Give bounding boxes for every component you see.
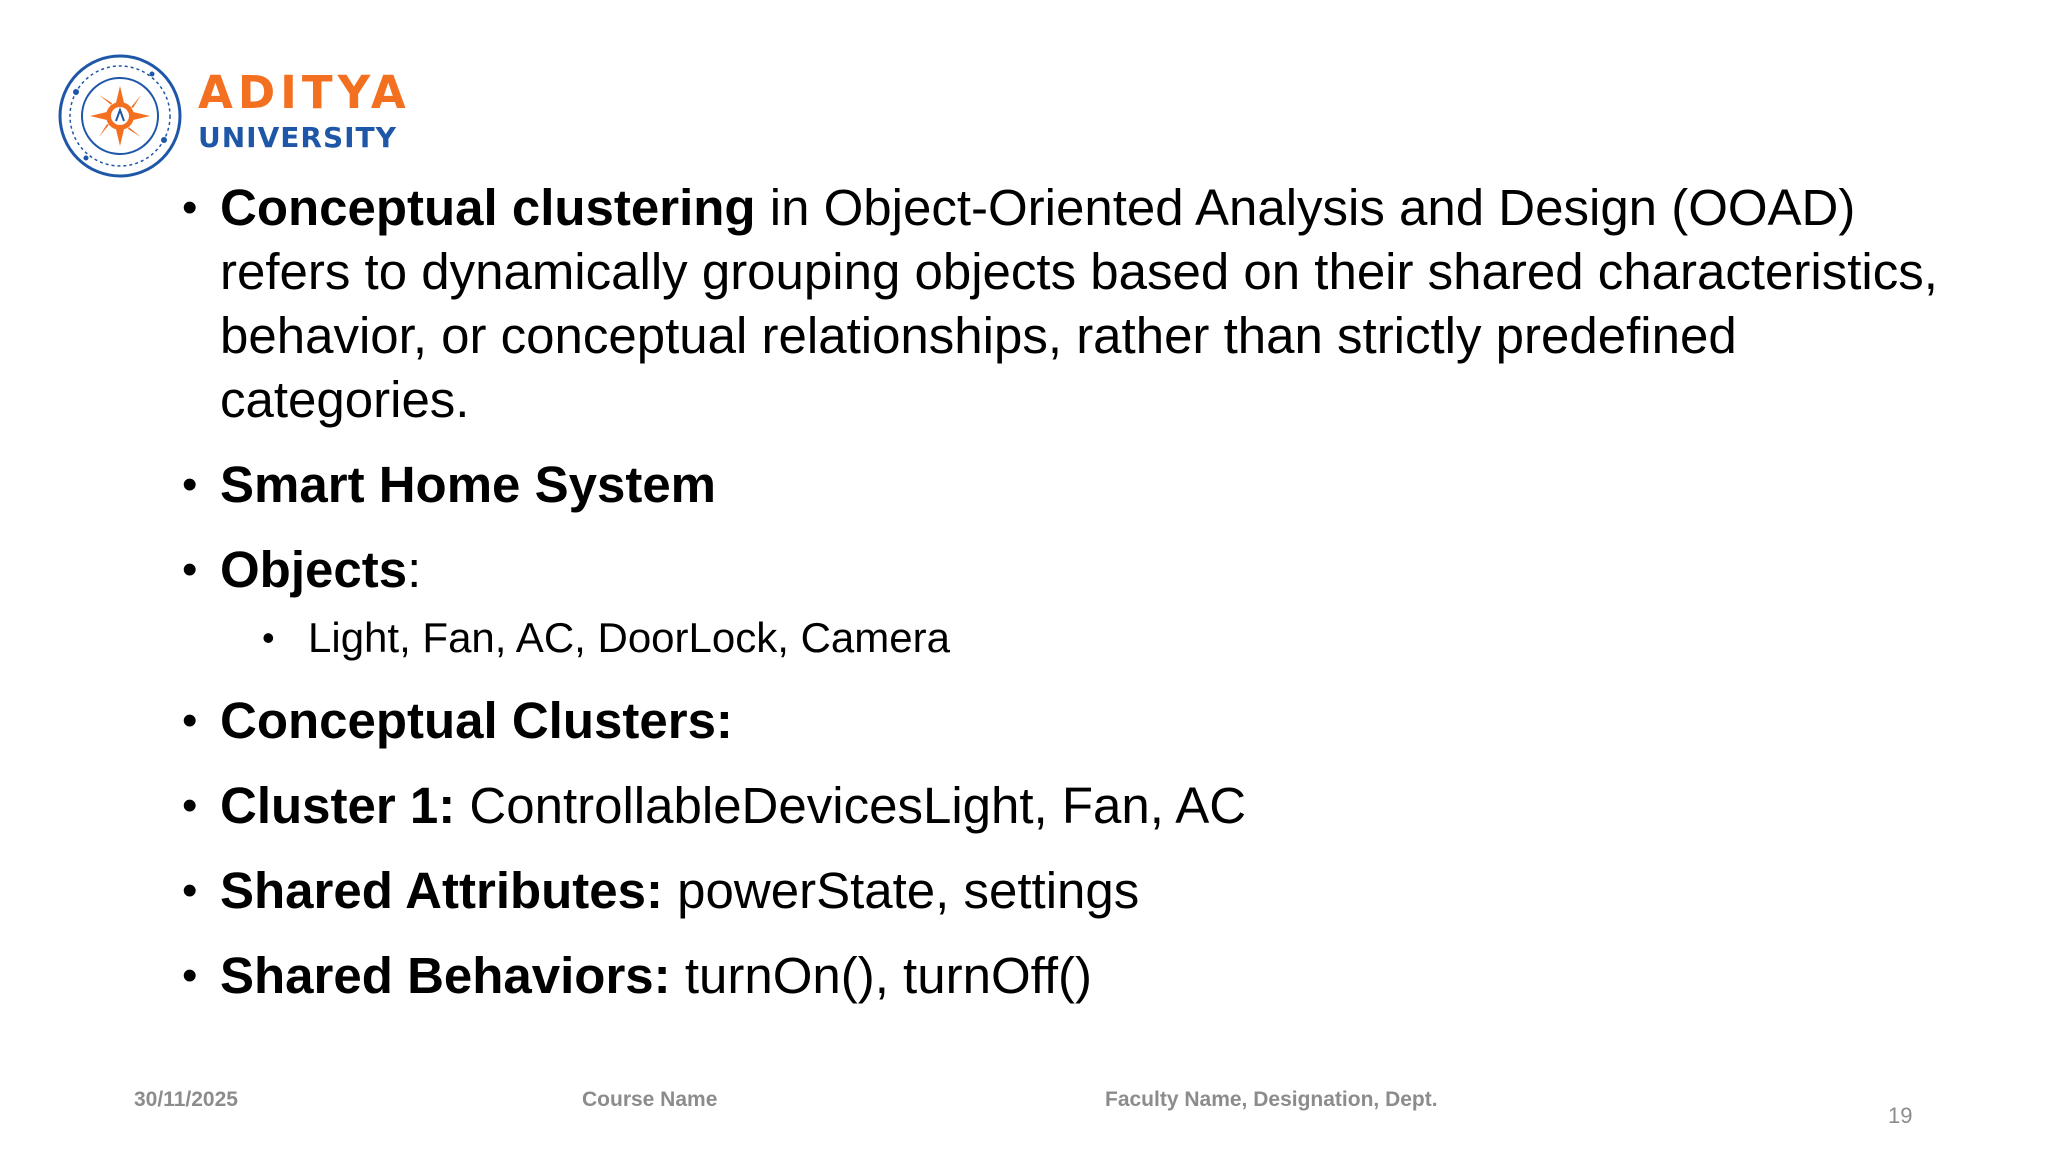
bullet-shared-attributes — [182, 859, 1942, 923]
bullet-text: : — [407, 541, 422, 598]
logo-wordmark-university: UNIVERSITY — [198, 121, 397, 154]
bullet-bold-text: Conceptual clustering — [220, 179, 756, 236]
slide-number: 19 — [1888, 1103, 1913, 1128]
bullet-bold-text: Cluster 1: — [220, 777, 456, 834]
bullet-text: in Object-Oriented Analysis and Design (OOAD) refers to dynamically grouping objects based on their shared characteristics, behavior, or conceptual relationships, rather than strictly predefined categories. — [220, 179, 1938, 428]
bullet-cluster-1 — [182, 774, 1942, 838]
footer-faculty: Faculty Name, Designation, Dept. — [1105, 1088, 1438, 1111]
bullet-text: powerState, settings — [663, 862, 1140, 919]
bullet-objects — [182, 538, 1942, 602]
bullet-shared-behaviors — [182, 944, 1942, 1008]
bullet-conceptual-clustering — [182, 176, 1942, 432]
bullet-bold-text: Smart Home System — [220, 456, 717, 513]
footer-date: 30/11/2025 — [134, 1088, 238, 1111]
bullet-bold-text: Shared Attributes: — [220, 862, 663, 919]
footer-course-name: Course Name — [582, 1088, 718, 1111]
bullet-text: Light, Fan, AC, DoorLock, Camera — [308, 614, 950, 661]
bullet-bold-text: Conceptual Clusters: — [220, 692, 733, 749]
sub-bullet-object-list — [262, 609, 1942, 667]
bullet-text: turnOn(), turnOff() — [670, 947, 1092, 1004]
bullet-bold-text: Objects — [220, 541, 408, 598]
bullet-conceptual-clusters — [182, 689, 1942, 753]
bullet-smart-home-system — [182, 453, 1942, 517]
slide-content — [182, 176, 1942, 1029]
university-logo — [56, 52, 416, 182]
bullet-bold-text: Shared Behaviors: — [220, 947, 671, 1004]
bullet-text: ControllableDevicesLight, Fan, AC — [455, 777, 1247, 834]
university-emblem-icon — [56, 52, 184, 180]
logo-wordmark-aditya: ADITYA — [198, 66, 411, 119]
